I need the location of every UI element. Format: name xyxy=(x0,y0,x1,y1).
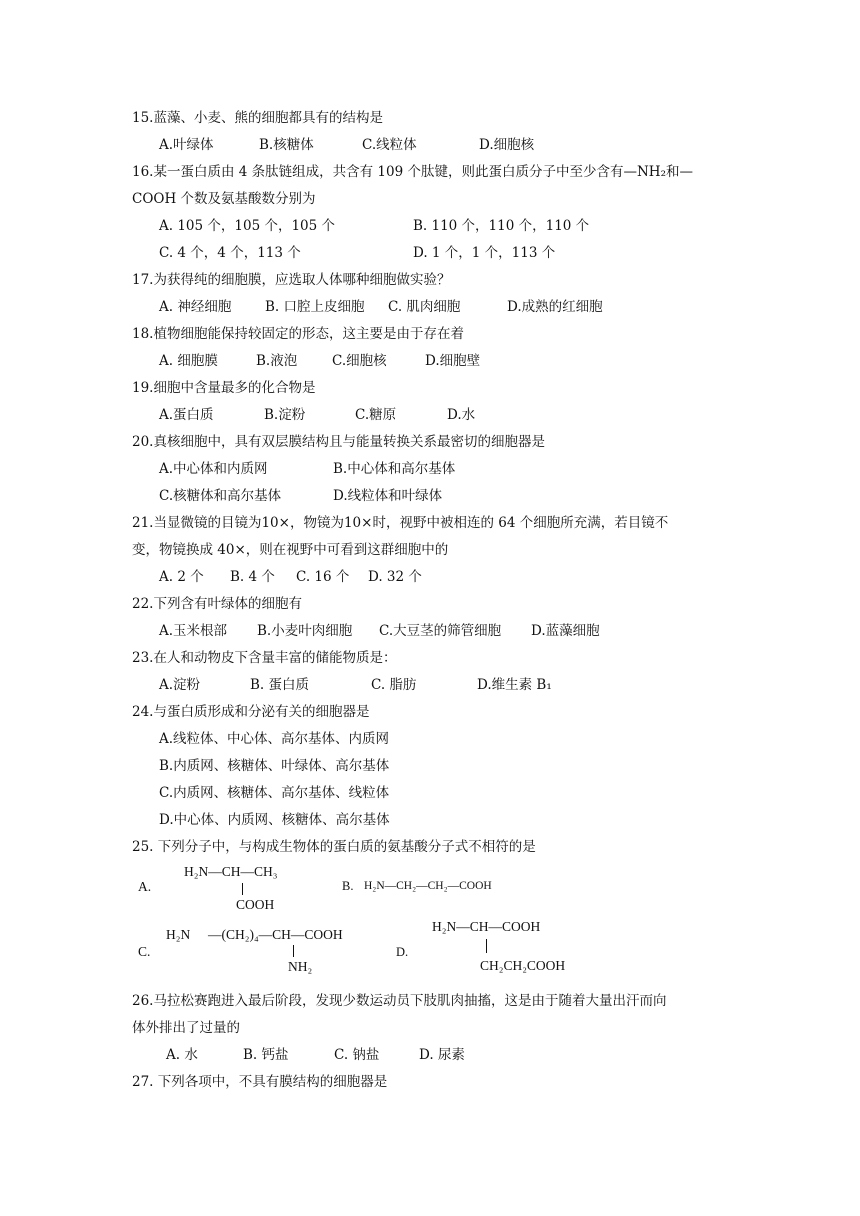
option-a: A. 水 xyxy=(166,1047,198,1063)
option-c: C. 4 个，4 个，113 个 xyxy=(159,245,301,261)
option-b-formula: H₂N—CH₂—CH₂—COOH xyxy=(364,880,492,892)
option-a-formula-top: H₂N—CH—CH₃ xyxy=(184,864,278,879)
question-25-stem: 25. 下列分子中，与构成生物体的蛋白质的氨基酸分子式不相符的是 xyxy=(132,839,536,855)
option-d: D.成熟的红细胞 xyxy=(507,299,603,315)
question-20-stem: 20.真核细胞中，具有双层膜结构且与能量转换关系最密切的细胞器是 xyxy=(132,434,545,450)
option-b: B.小麦叶肉细胞 xyxy=(257,623,353,639)
option-a-formula-bottom: COOH xyxy=(236,897,275,912)
option-c: C.核糖体和高尔基体 xyxy=(159,488,282,504)
question-23-stem: 23.在人和动物皮下含量丰富的储能物质是： xyxy=(132,650,397,666)
option-d: D. 尿素 xyxy=(419,1047,465,1063)
option-b: B. 口腔上皮细胞 xyxy=(265,299,365,315)
option-d: D.蓝藻细胞 xyxy=(531,623,600,639)
option-b: B.中心体和高尔基体 xyxy=(333,461,456,477)
option-a: A.蛋白质 xyxy=(159,407,214,423)
option-b: B.淀粉 xyxy=(264,407,306,423)
option-b: B.液泡 xyxy=(256,353,298,369)
question-16-options-row1 xyxy=(159,216,719,236)
question-15-stem: 15.蓝藻、小麦、熊的细胞都具有的结构是 xyxy=(132,110,383,126)
option-c: C.线粒体 xyxy=(362,137,417,153)
option-d: D.细胞壁 xyxy=(425,353,481,369)
option-d-formula-top: H₂N—CH—COOH xyxy=(432,919,541,934)
question-22-options xyxy=(159,621,719,641)
option-a: A.叶绿体 xyxy=(159,137,214,153)
option-b: B. 蛋白质 xyxy=(250,677,310,693)
question-16-stem-line2: COOH 个数及氨基酸数分别为 xyxy=(132,191,316,207)
question-25-formulas xyxy=(136,864,736,984)
option-c: C.细胞核 xyxy=(332,353,387,369)
option-b: B. 钙盐 xyxy=(243,1047,289,1063)
question-26-stem-line1: 26.马拉松赛跑进入最后阶段，发现少数运动员下肢肌肉抽搐，这是由于随着大量出汗而向 xyxy=(132,993,667,1009)
option-d: D.细胞核 xyxy=(479,137,535,153)
option-d-label: D. xyxy=(396,945,409,959)
option-a: A. 神经细胞 xyxy=(159,299,232,315)
bond-line xyxy=(242,883,243,895)
question-18-options xyxy=(159,351,719,371)
option-a: A.玉米根部 xyxy=(159,623,228,639)
question-16-stem-line1: 16.某一蛋白质由 4 条肽链组成，共含有 109 个肽键，则此蛋白质分子中至少含有—NH₂和— xyxy=(132,164,693,180)
question-26-stem-line2: 体外排出了过量的 xyxy=(132,1020,240,1036)
option-a: A. 细胞膜 xyxy=(159,353,218,369)
option-c: C. 16 个 xyxy=(296,569,350,585)
option-c-formula-left: H₂N xyxy=(166,927,191,942)
question-17-stem: 17.为获得纯的细胞膜，应选取人体哪种细胞做实验？ xyxy=(132,272,451,288)
option-a: A. 2 个 xyxy=(159,569,204,585)
question-19-options xyxy=(159,405,719,425)
question-20-options-row1 xyxy=(159,459,719,479)
option-d: D.中心体、内质网、核糖体、高尔基体 xyxy=(159,812,390,828)
option-a: A.中心体和内质网 xyxy=(159,461,268,477)
question-19-stem: 19.细胞中含量最多的化合物是 xyxy=(132,380,316,396)
option-b: B. 4 个 xyxy=(230,569,275,585)
question-27-stem: 27. 下列各项中，不具有膜结构的细胞器是 xyxy=(132,1074,388,1090)
question-21-stem-line1: 21.当显微镜的目镜为10×，物镜为10×时，视野中被相连的 64 个细胞所充满，若目镜不 xyxy=(132,515,669,531)
option-d: D. 1 个，1 个，113 个 xyxy=(413,245,556,261)
question-15-options xyxy=(159,135,719,155)
option-d: D. 32 个 xyxy=(368,569,422,585)
option-c: C. 脂肪 xyxy=(371,677,417,693)
option-a-label: A. xyxy=(138,879,152,894)
option-c-label: C. xyxy=(138,944,151,959)
option-d: D.水 xyxy=(447,407,476,423)
option-a: A.线粒体、中心体、高尔基体、内质网 xyxy=(159,731,390,747)
option-b: B.核糖体 xyxy=(259,137,314,153)
option-c: C.大豆茎的筛管细胞 xyxy=(379,623,502,639)
option-a: A.淀粉 xyxy=(159,677,201,693)
question-17-options xyxy=(159,297,719,317)
question-22-stem: 22.下列含有叶绿体的细胞有 xyxy=(132,596,302,612)
option-c: C. 肌肉细胞 xyxy=(388,299,461,315)
option-c-formula-main: —(CH₂)₄—CH—COOH xyxy=(208,927,343,942)
question-24-stem: 24.与蛋白质形成和分泌有关的细胞器是 xyxy=(132,704,370,720)
question-23-options xyxy=(159,675,719,695)
question-18-stem: 18.植物细胞能保持较固定的形态，这主要是由于存在着 xyxy=(132,326,464,342)
option-c: C.糖原 xyxy=(355,407,397,423)
question-26-options xyxy=(166,1045,726,1065)
option-b: B.内质网、核糖体、叶绿体、高尔基体 xyxy=(159,758,390,774)
question-20-options-row2 xyxy=(159,486,719,506)
option-c: C.内质网、核糖体、高尔基体、线粒体 xyxy=(159,785,390,801)
option-c: C. 钠盐 xyxy=(334,1047,380,1063)
bond-line xyxy=(293,945,294,957)
option-d: D.维生素 B₁ xyxy=(477,677,552,693)
question-16-options-row2 xyxy=(159,243,719,263)
question-21-options xyxy=(159,567,719,587)
option-d: D.线粒体和叶绿体 xyxy=(333,488,443,504)
option-a: A. 105 个，105 个，105 个 xyxy=(159,218,336,234)
option-b: B. 110 个，110 个，110 个 xyxy=(413,218,590,234)
option-d-formula-bottom: CH₂CH₂COOH xyxy=(480,958,566,973)
option-b-label: B. xyxy=(342,879,354,893)
question-21-stem-line2: 变，物镜换成 40×，则在视野中可看到这群细胞中的 xyxy=(132,542,449,558)
option-c-formula-bottom: NH₂ xyxy=(288,959,313,974)
bond-line xyxy=(486,939,487,953)
